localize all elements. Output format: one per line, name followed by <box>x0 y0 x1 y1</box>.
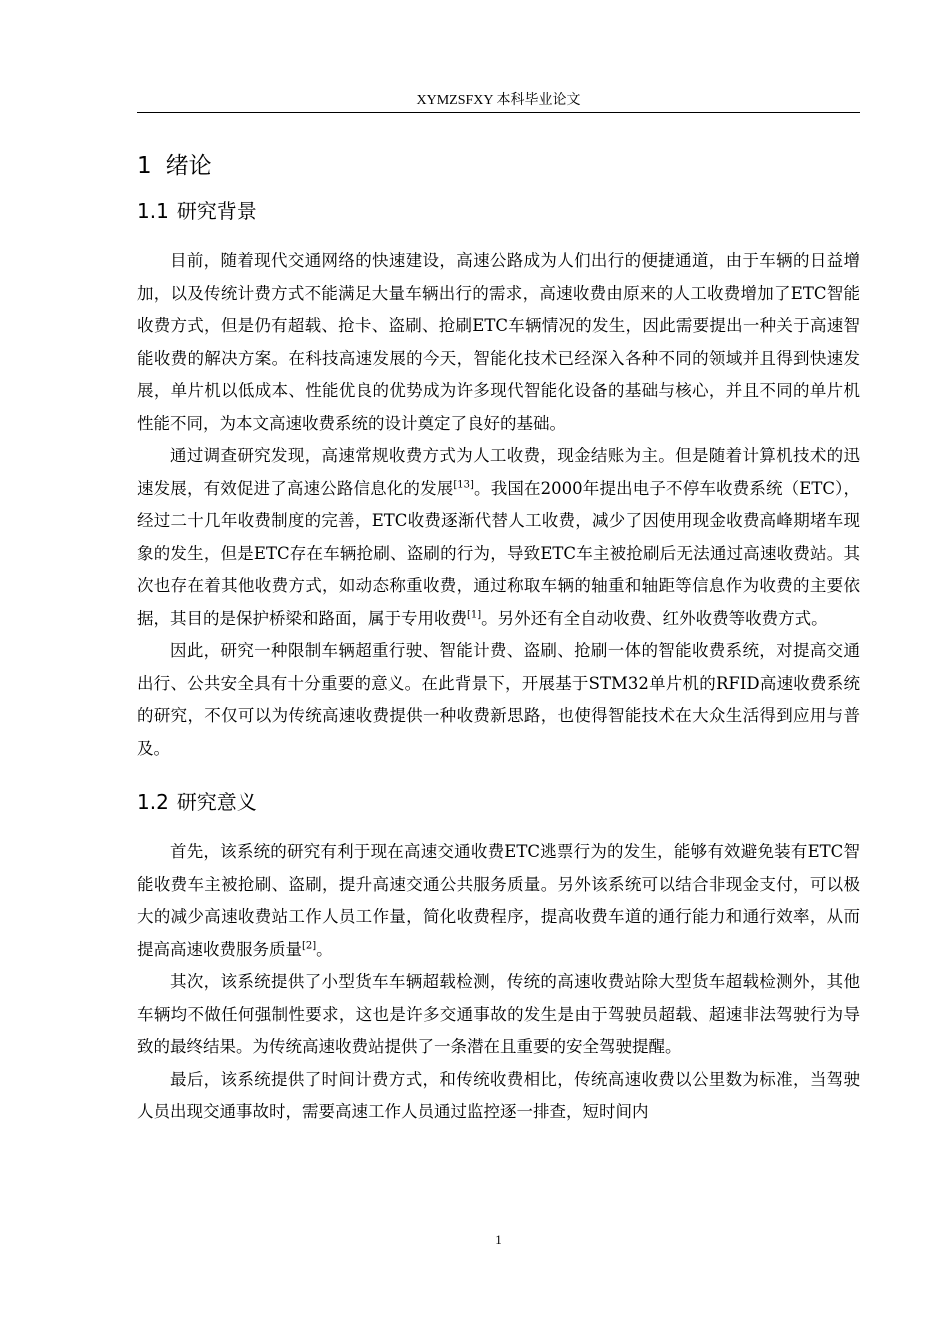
citation-ref: [2] <box>302 940 317 951</box>
citation-ref: [13] <box>453 479 474 490</box>
paragraph-text: 。 <box>316 939 333 959</box>
section-title: 研究背景 <box>176 199 257 223</box>
section-heading-significance <box>137 785 860 819</box>
paragraph-significance-1 <box>137 836 860 966</box>
paragraph-significance-3: 最后，该系统提供了时间计费方式，和传统收费相比，传统高速收费以公里数为标准，当驾驶人员出现交通事故时，需要高速工作人员通过监控逐一排查，短时间内 <box>137 1069 860 1121</box>
paragraph-background-2 <box>137 440 860 635</box>
paragraph-background-1: 目前，随着现代交通网络的快速建设，高速公路成为人们出行的便捷通道，由于车辆的日益增加，以及传统计费方式不能满足大量车辆出行的需求，高速收费由原来的人工收费增加了ETC智能收费方式，但是仍有超载、抢卡、盗刷、抢刷ETC车辆情况的发生，因此需要提出一种关于高速智能收费的解决方案。在科技高速发展的今天，智能化技术已经深入各种不同的领域并且得到快速发展，单片机以低成本、性能优良的优势成为许多现代智能化设备的基础与核心，并且不同的单片机性能不同，为本文高速收费系统的设计奠定了良好的基础。 <box>137 251 860 433</box>
paragraph-text: 首先，该系统的研究有利于现在高速交通收费ETC逃票行为的发生，能够有效避免装有ETC智能收费车主被抢刷、盗刷，提升高速交通公共服务质量。另外该系统可以结合非现金支付，可以极大的减少高速收费站工作人员工作量，简化收费程序，提高收费车道的通行能力和通行效率，从而提高高速收费服务质量 <box>137 842 860 959</box>
paragraph-text: 。另外还有全自动收费、红外收费等收费方式。 <box>481 608 828 628</box>
paragraph-significance-2: 其次，该系统提供了小型货车车辆超载检测，传统的高速收费站除大型货车超载检测外，其他车辆均不做任何强制性要求，这也是许多交通事故的发生是由于驾驶员超载、超速非法驾驶行为导致的最终结果。为传统高速收费站提供了一条潜在且重要的安全驾驶提醒。 <box>137 972 860 1056</box>
page-number: 1 <box>495 1232 502 1247</box>
section-heading-background <box>137 194 860 228</box>
chapter-title: 绪论 <box>165 153 212 179</box>
paragraph-background-3: 因此，研究一种限制车辆超重行驶、智能计费、盗刷、抢刷一体的智能收费系统，对提高交通出行、公共安全具有十分重要的意义。在此背景下，开展基于STM32单片机的RFID高速收费系统的研究，不仅可以为传统高速收费提供一种收费新思路，也使得智能技术在大众生活得到应用与普及。 <box>137 641 860 758</box>
chapter-number: 1 <box>137 153 152 179</box>
section-number: 1.2 <box>137 790 169 814</box>
section-number: 1.1 <box>137 199 169 223</box>
chapter-heading <box>137 147 860 185</box>
header-rule <box>137 112 860 113</box>
paragraph-text: 通过调查研究发现，高速常规收费方式为人工收费，现金结账为主。但是随着计算机技术的迅速发展，有效促进了高速公路信息化的发展 <box>137 446 860 498</box>
citation-ref: [1] <box>467 609 482 620</box>
section-title: 研究意义 <box>176 790 257 814</box>
page-body <box>137 147 860 1129</box>
running-header: XYMZSFXY 本科毕业论文 <box>416 93 581 108</box>
paragraph-text: 。我国在2000年提出电子不停车收费系统（ETC），经过二十几年收费制度的完善，ETC收费逐渐代替人工收费，减少了因使用现金收费高峰期堵车现象的发生，但是ETC存在车辆抢刷、盗刷的行为，导致ETC车主被抢刷后无法通过高速收费站。其次也存在着其他收费方式，如动态称重收费，通过称取车辆的轴重和轴距等信息作为收费的主要依据，其目的是保护桥梁和路面，属于专用收费 <box>137 478 860 628</box>
